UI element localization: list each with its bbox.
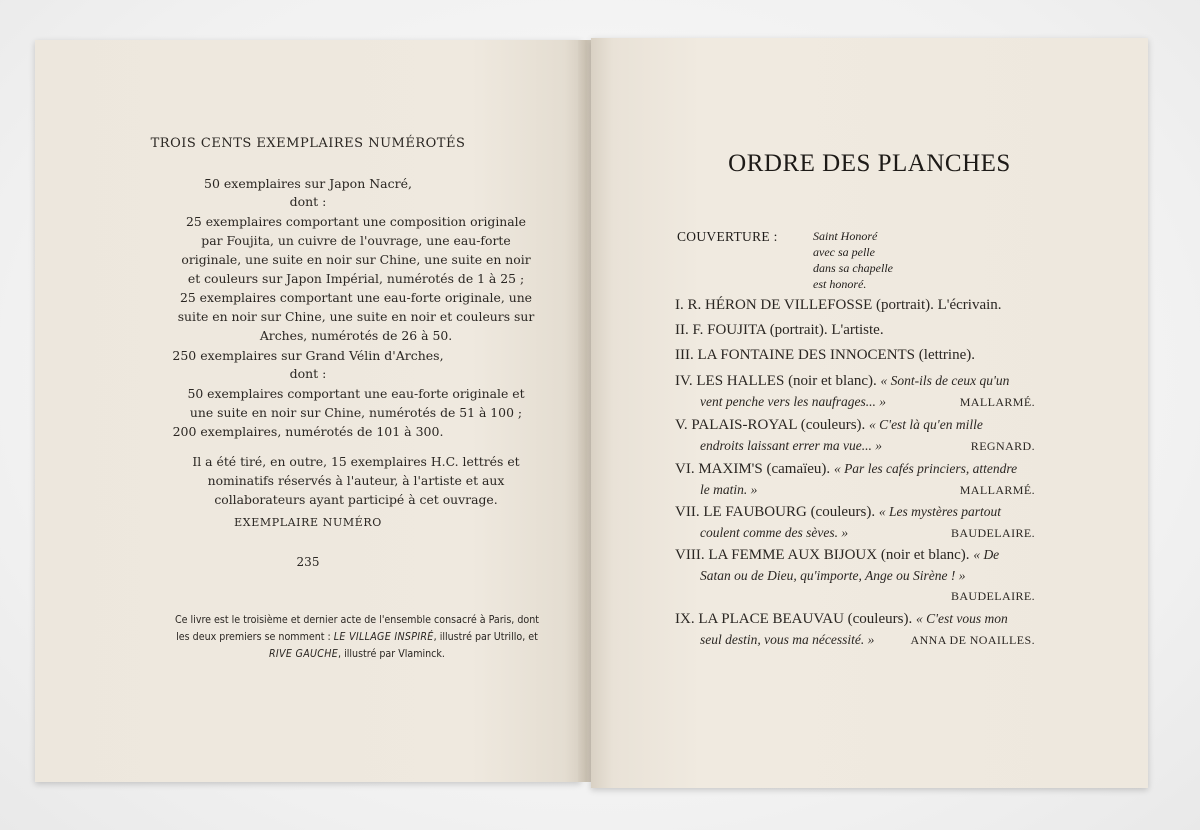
plate-quote: « Par les cafés princiers, attendre — [833, 461, 1018, 476]
plate-title: VIII. LA FEMME AUX BIJOUX — [675, 547, 878, 563]
tirage-25-a — [175, 212, 537, 288]
tirage-50 — [175, 384, 537, 422]
footer-text-a: Ce livre est le troisième et dernier acte de l'ensemble consacré à Paris, dont les deux premiers se nomment : — [175, 614, 539, 643]
plate-entry — [675, 608, 1035, 650]
left-page — [35, 40, 581, 782]
plate-author: MALLARMÉ. — [959, 483, 1035, 497]
tirage-25-b-text: 25 exemplaires comportant une eau-forte originale, une suite en noir sur Chine, une suite en noir et couleurs sur Arches, numérotés de 26 à 50. — [177, 290, 535, 343]
plate-author: ANNA DE NOAILLES. — [910, 633, 1035, 647]
plate-desc: (camaïeu). — [762, 461, 834, 477]
plate-entry — [675, 501, 1035, 543]
colophon-title: TROIS CENTS EXEMPLAIRES NUMÉROTÉS — [150, 136, 466, 151]
plate-author: MALLARMÉ. — [959, 395, 1035, 409]
cover-verse-line: dans sa chapelle — [813, 261, 893, 275]
plate-quote: « C'est là qu'en mille — [869, 417, 983, 432]
exemplaire-number: 235 — [296, 555, 320, 569]
plate-desc: (portrait). L'artiste. — [765, 322, 884, 338]
plate-quote: seul destin, vous ma nécessité. » — [700, 632, 875, 647]
plate-desc: (lettrine). — [915, 347, 976, 363]
plates-title: ORDRE DES PLANCHES — [728, 150, 1011, 177]
plate-desc: (couleurs). — [843, 611, 916, 627]
plate-quote: « Les mystères partout — [878, 504, 1001, 519]
tirage-25-b — [175, 288, 537, 345]
plate-entry — [675, 370, 1035, 412]
plate-desc: (noir et blanc). — [877, 547, 974, 563]
plate-title: III. LA FONTAINE DES INNOCENTS — [675, 347, 916, 363]
plate-title: II. F. FOUJITA — [675, 322, 766, 338]
plate-title: VI. MAXIM'S — [675, 461, 763, 477]
plate-title: IV. LES HALLES — [675, 373, 785, 389]
footer-book-title-2: RIVE GAUCHE — [269, 648, 339, 660]
tirage-200: 200 exemplaires, numérotés de 101 à 300. — [172, 424, 444, 439]
plate-title: VII. LE FAUBOURG — [675, 504, 807, 520]
right-page — [591, 38, 1148, 788]
plate-author: BAUDELAIRE. — [950, 589, 1035, 603]
colophon-footer — [167, 612, 547, 663]
plate-quote: « Sont-ils de ceux qu'un — [880, 373, 1010, 388]
plate-entry — [675, 458, 1035, 500]
plate-entry — [675, 544, 1035, 606]
plate-title: IX. LA PLACE BEAUVAU — [675, 611, 844, 627]
dont-2: dont : — [289, 366, 327, 381]
plate-desc: (noir et blanc). — [784, 373, 881, 389]
plate-desc: (portrait). L'écrivain. — [872, 297, 1002, 313]
tirage-25-a-text: 25 exemplaires comportant une composition originale par Foujita, un cuivre de l'ouvrage, une eau-forte originale, une suite en noir sur Chine, une suite en noir et couleurs sur Japon Impérial, numérotés de 1 à 25 ; — [181, 214, 531, 286]
plate-quote: vent penche vers les naufrages... » — [700, 394, 886, 409]
japon-heading: 50 exemplaires sur Japon Nacré, — [204, 176, 412, 191]
plate-title: I. R. HÉRON DE VILLEFOSSE — [675, 297, 873, 313]
cover-label: COUVERTURE : — [677, 229, 778, 244]
plate-entry — [675, 319, 1035, 341]
plate-title: V. PALAIS-ROYAL — [675, 417, 797, 433]
plate-quote: coulent comme des sèves. » — [700, 525, 849, 540]
plate-quote: « C'est vous mon — [915, 611, 1008, 626]
footer-text-b: , illustré par Utrillo, et — [433, 631, 538, 643]
tirage-hc-text: Il a été tiré, en outre, 15 exemplaires H.C. lettrés et nominatifs réservés à l'auteur, à l'artiste et aux collaborateurs ayant participé à cet ouvrage. — [192, 454, 520, 507]
cover-verse-line: avec sa pelle — [813, 245, 875, 259]
dont-1: dont : — [289, 194, 327, 209]
tirage-50-text: 50 exemplaires comportant une eau-forte originale et une suite en noir sur Chine, numérotés de 51 à 100 ; — [187, 386, 525, 420]
exemplaire-label: EXEMPLAIRE NUMÉRO — [234, 516, 382, 529]
plate-quote: « De — [973, 547, 1000, 562]
plate-entry — [675, 294, 1035, 316]
plate-desc: (couleurs). — [806, 504, 879, 520]
plate-quote: Satan ou de Dieu, qu'importe, Ange ou Sirène ! » — [700, 568, 966, 583]
plate-entry — [675, 344, 1035, 366]
plate-quote: endroits laissant errer ma vue... » — [700, 438, 882, 453]
footer-text-c: , illustré par Vlaminck. — [338, 648, 445, 660]
cover-verse-line: est honoré. — [813, 277, 867, 291]
velin-heading: 250 exemplaires sur Grand Vélin d'Arches, — [172, 348, 444, 363]
footer-book-title-1: LE VILLAGE INSPIRÉ — [333, 631, 434, 643]
plate-author: BAUDELAIRE. — [950, 526, 1035, 540]
tirage-hc — [175, 452, 537, 509]
plate-desc: (couleurs). — [796, 417, 870, 433]
plate-quote: le matin. » — [700, 482, 758, 497]
cover-verse-line: Saint Honoré — [813, 229, 878, 243]
cover-verse — [813, 228, 893, 292]
plate-author: REGNARD. — [970, 439, 1035, 453]
plate-entry — [675, 414, 1035, 456]
